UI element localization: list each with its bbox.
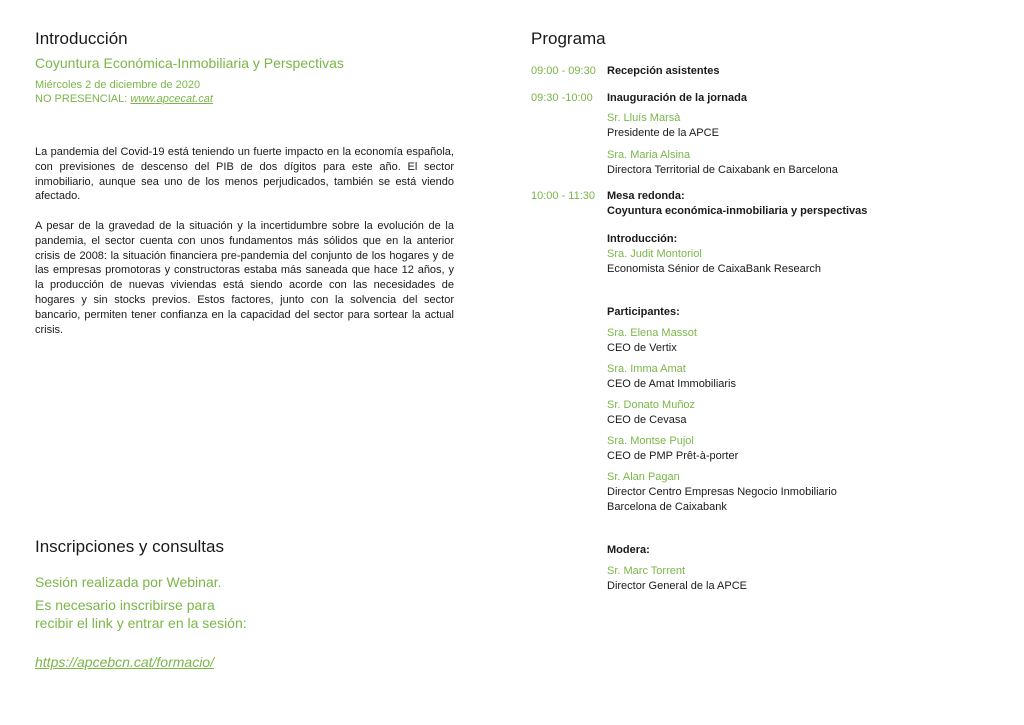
insc-line-2: Es necesario inscribirse para [35,597,215,613]
speaker-name: Sr. Alan Pagan [607,471,680,483]
programa-title: Programa [531,29,606,48]
speaker-role: Barcelona de Caixabank [607,501,727,513]
speaker-name: Sra. Elena Massot [607,327,697,339]
speaker-role: Directora Territorial de Caixabank en Barcelona [607,164,838,176]
speaker-name: Sra. Judit Montoriol [607,248,702,260]
event-title: Coyuntura Económica-Inmobiliaria y Perspectivas [35,55,344,71]
speaker-role: CEO de PMP Prêt-à-porter [607,450,739,462]
slot-3-subtitle: Coyuntura económica-inmobiliaria y perspectivas [607,205,868,217]
moderator-label: Modera: [607,544,650,556]
event-mode [35,92,213,106]
intro-label: Introducción: [607,233,678,245]
slot-1-time: 09:00 - 09:30 [531,65,596,77]
speaker-name: Sra. Montse Pujol [607,435,694,447]
intro-paragraph-1: La pandemia del Covid-19 está teniendo un fuerte impacto en la economía española, con previsiones de descenso del PIB de dos dígitos para este año. El sector inmobiliario, aunque sea uno de los menos perjudicados, también se está viendo afectado. [35,146,454,203]
intro-body [35,145,454,352]
speaker-name: Sra. Maria Alsina [607,149,691,161]
slot-3-label: Mesa redonda: [607,190,685,202]
intro-title: Introducción [35,29,128,48]
slot-2-time: 09:30 -10:00 [531,92,593,104]
speaker-role: Presidente de la APCE [607,127,719,139]
speaker-name: Sra. Imma Amat [607,363,686,375]
event-date: Miércoles 2 de diciembre de 2020 [35,79,201,91]
inscripciones-title: Inscripciones y consultas [35,537,224,556]
speaker-role: CEO de Amat Immobiliaris [607,378,736,390]
speaker-name: Sr. Donato Muñoz [607,399,696,411]
slot-3-time: 10:00 - 11:30 [531,190,596,202]
insc-line-1: Sesión realizada por Webinar. [35,574,222,590]
speaker-role: Director General de la APCE [607,580,748,592]
speaker-role: Director Centro Empresas Negocio Inmobiliario [607,486,837,498]
slot-1-label: Recepción asistentes [607,65,720,77]
slot-2-label: Inauguración de la jornada [607,92,747,104]
speaker-role: CEO de Cevasa [607,414,687,426]
intro-paragraph-2: A pesar de la gravedad de la situación y la incertidumbre sobre la evolución de la pandemia, el sector cuenta con unos fundamentos más sólidos que en la anterior crisis de 2008: la situación financiera pre-pandemia del conjunto de los hogares y de las empresas promotoras y constructoras estaba más saneada que hace 12 años, y la producción de nuevas viviendas está siendo acorde con las necesidades de hogares y sin stocks previos. Estos factores, junto con la solvencia del sector bancario, permiten tener confianza en la capacidad del sector para sortear la actual crisis. [35,219,454,336]
apcecat-link[interactable]: www.apcecat.cat [130,93,213,105]
speaker-role: Economista Sénior de CaixaBank Research [607,263,822,275]
speaker-name: Sr. Marc Torrent [607,565,686,577]
participants-label: Participantes: [607,306,680,318]
mode-label: NO PRESENCIAL: [35,93,128,105]
speaker-role: CEO de Vertix [607,342,677,354]
speaker-name: Sr. Lluís Marsà [607,112,681,124]
insc-line-3: recibir el link y entrar en la sesión: [35,615,247,631]
formacio-link[interactable]: https://apcebcn.cat/formacio/ [35,654,214,670]
